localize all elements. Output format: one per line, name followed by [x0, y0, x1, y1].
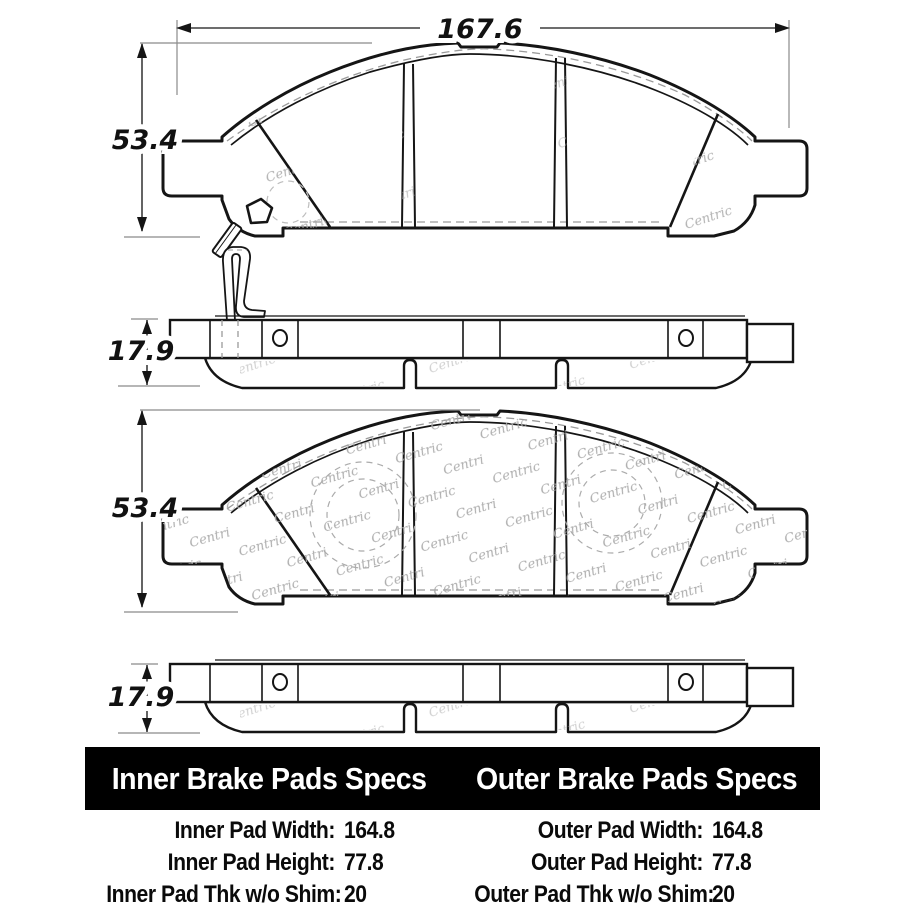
outer-pad-width-label: Outer Pad Width:: [537, 817, 703, 844]
dimension-label-inner-height: 53.4: [111, 493, 179, 524]
outer-pad-height-value: 77.8: [712, 849, 752, 876]
inner-pad-profile-view: [170, 660, 793, 732]
outer-pad-width-value: 164.8: [712, 817, 763, 844]
wear-sensor-clip: [214, 247, 266, 321]
outer-pad-thk-value: 20: [712, 881, 735, 908]
outer-specs-header: Outer Brake Pads Specs: [475, 760, 797, 796]
inner-specs-header: Inner Brake Pads Specs: [111, 760, 427, 796]
inner-pad-thk-label: Inner Pad Thk w/o Shim:: [106, 881, 342, 908]
inner-pad-width-label: Inner Pad Width:: [174, 817, 335, 844]
inner-pad-width-value: 164.8: [344, 817, 395, 844]
inner-pad-thk-value: 20: [344, 881, 367, 908]
outer-pad-front-view: [163, 43, 807, 258]
inner-pad-front-view: [160, 406, 812, 608]
outer-pad-height-label: Outer Pad Height:: [530, 849, 703, 876]
inner-pad-height-value: 77.8: [344, 849, 384, 876]
outer-pad-profile-view: [170, 316, 793, 388]
inner-specs-header-cell: [85, 761, 453, 797]
dimension-label-outer-height: 53.4: [111, 125, 179, 156]
specs-header-bar: [85, 747, 820, 810]
outer-specs-header-cell: [453, 761, 821, 797]
dimension-label-inner-thickness: 17.9: [107, 682, 175, 713]
dimension-label-outer-thickness: 17.9: [107, 336, 175, 367]
outer-pad-thk-label: Outer Pad Thk w/o Shim:: [474, 881, 715, 908]
dimension-label-outer-width: 167.6: [437, 14, 523, 45]
inner-pad-height-label: Inner Pad Height:: [167, 849, 335, 876]
